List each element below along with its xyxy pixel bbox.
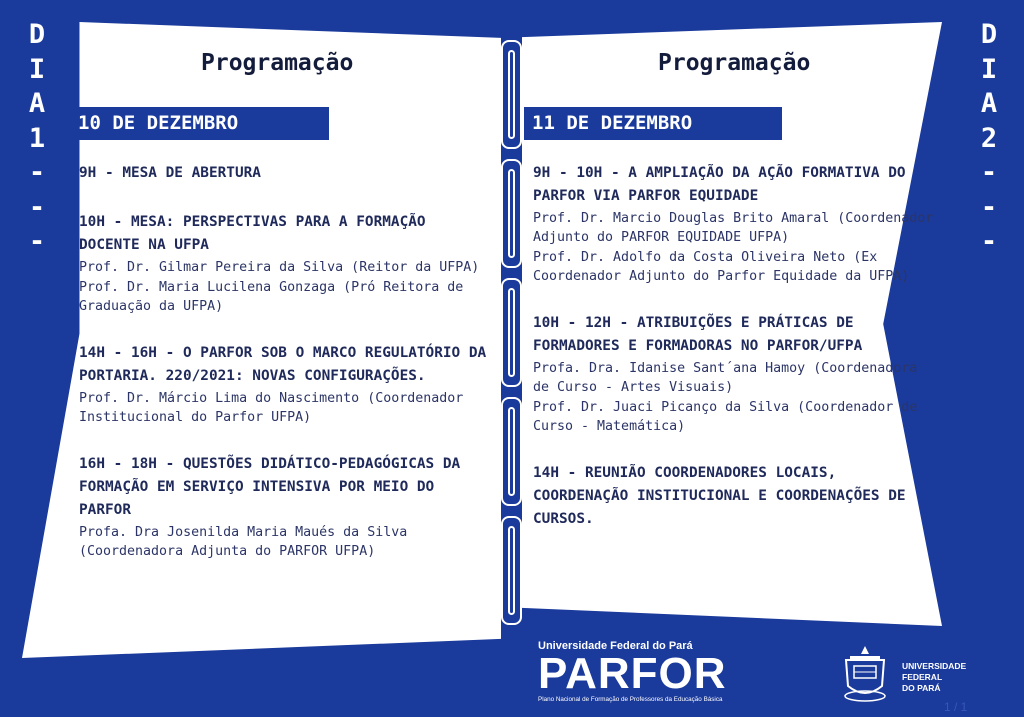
- side-label-char: -: [980, 191, 998, 223]
- side-label-char: -: [980, 226, 998, 257]
- ufpa-line: FEDERAL: [902, 672, 943, 682]
- schedule-item-title: 10H - MESA: PERSPECTIVAS PARA A FORMAÇÃO DOCENTE NA UFPA: [79, 214, 426, 253]
- side-label-char: 2: [980, 122, 998, 154]
- day2-date-bar: 11 DE DEZEMBRO: [524, 107, 782, 140]
- side-label-char: D: [980, 19, 998, 50]
- binder-ring: [501, 278, 522, 387]
- day2-schedule: [533, 162, 938, 557]
- schedule-item: [79, 162, 494, 185]
- speaker-line: Prof. Dr. Márcio Lima do Nascimento (Coordenador Institucional do Parfor UFPA): [79, 391, 464, 425]
- schedule-item-title: 9H - 10H - A AMPLIAÇÃO DA AÇÃO FORMATIVA DO PARFOR VIA PARFOR EQUIDADE: [533, 165, 906, 204]
- side-label-char: A: [28, 88, 46, 119]
- parfor-university-text: Universidade Federal do Pará: [538, 640, 693, 652]
- speaker-line: Profa. Dra. Idanise Sant´ana Hamoy (Coordenadora de Curso - Artes Visuais): [533, 361, 918, 395]
- ufpa-name: [902, 661, 966, 694]
- side-label-char: D: [28, 19, 46, 50]
- day2-heading: Programação: [658, 50, 811, 76]
- schedule-item: [533, 312, 938, 436]
- binder-ring: [501, 40, 522, 149]
- side-label-char: I: [28, 53, 46, 85]
- day1-heading: Programação: [201, 50, 354, 76]
- binder-ring: [501, 397, 522, 506]
- day2-side-label: [972, 18, 1006, 260]
- schedule-item-title: 16H - 18H - QUESTÕES DIDÁTICO-PEDAGÓGICAS DA FORMAÇÃO EM SERVIÇO INTENSIVA POR MEIO DO PARFOR: [79, 456, 461, 518]
- schedule-item-title: 14H - REUNIÃO COORDENADORES LOCAIS, COORDENAÇÃO INSTITUCIONAL E COORDENAÇÕES DE CURSOS.: [533, 465, 906, 527]
- side-label-char: -: [28, 191, 46, 223]
- binder-rings: [501, 40, 522, 625]
- binder-ring: [501, 516, 522, 625]
- schedule-item: [79, 211, 494, 316]
- schedule-item: [79, 453, 494, 561]
- schedule-item-title: 14H - 16H - O PARFOR SOB O MARCO REGULATÓRIO DA PORTARIA. 220/2021: NOVAS CONFIGURAÇÕES.: [79, 345, 487, 384]
- day1-side-label: [20, 18, 54, 260]
- side-label-char: -: [980, 157, 998, 188]
- speaker-line: Prof. Dr. Maria Lucilena Gonzaga (Pró Reitora de Graduação da UFPA): [79, 280, 464, 314]
- parfor-wordmark: PARFOR: [538, 649, 727, 698]
- schedule-item: [533, 162, 938, 286]
- day1-date-bar: 10 DE DEZEMBRO: [70, 107, 329, 140]
- side-label-char: A: [980, 88, 998, 119]
- speaker-line: Prof. Dr. Adolfo da Costa Oliveira Neto (Ex Coordenador Adjunto do Parfor Equidade da UFPA): [533, 250, 910, 284]
- speaker-line: Prof. Dr. Marcio Douglas Brito Amaral (Coordenador Adjunto do PARFOR EQUIDADE UFPA): [533, 211, 934, 245]
- side-label-char: I: [980, 53, 998, 85]
- speaker-line: Prof. Dr. Gilmar Pereira da Silva (Reitor da UFPA): [79, 260, 480, 275]
- side-label-char: -: [28, 226, 46, 257]
- schedule-item-title: 10H - 12H - ATRIBUIÇÕES E PRÁTICAS DE FORMADORES E FORMADORAS NO PARFOR/UFPA: [533, 315, 863, 354]
- binder-ring: [501, 159, 522, 268]
- day1-schedule: [79, 162, 494, 587]
- schedule-item: [533, 462, 938, 531]
- schedule-item: [79, 342, 494, 427]
- page-number: 1 / 1: [944, 700, 968, 714]
- parfor-subtitle: Plano Nacional de Formação de Professores da Educação Básica: [538, 696, 723, 703]
- schedule-item-title: 9H - MESA DE ABERTURA: [79, 165, 261, 181]
- ufpa-line: UNIVERSIDADE: [902, 661, 967, 671]
- ufpa-seal-icon: [838, 644, 892, 706]
- speaker-line: Profa. Dra Josenilda Maria Maués da Silva (Coordenadora Adjunta do PARFOR UFPA): [79, 525, 408, 559]
- speaker-line: Prof. Dr. Juaci Picanço da Silva (Coordenador de Curso - Matemática): [533, 400, 918, 434]
- ufpa-line: DO PARÁ: [902, 683, 941, 693]
- side-label-char: -: [28, 157, 46, 188]
- parfor-logo: [538, 640, 778, 712]
- side-label-char: 1: [28, 122, 46, 154]
